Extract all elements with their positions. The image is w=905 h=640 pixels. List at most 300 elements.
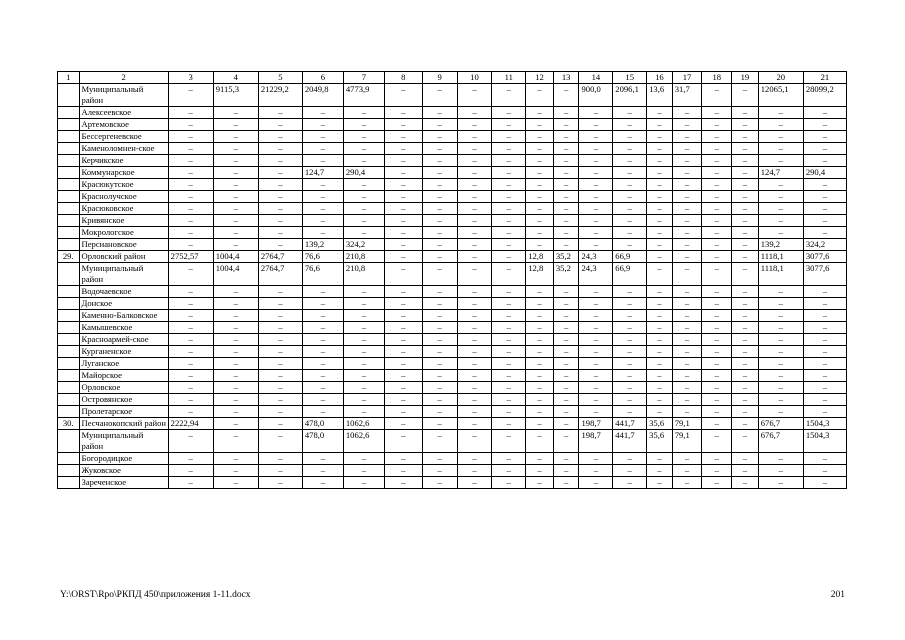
value-cell: – xyxy=(702,251,732,263)
value-cell: – xyxy=(492,191,526,203)
value-cell: – xyxy=(647,394,673,406)
value-cell: – xyxy=(302,322,343,334)
value-cell: – xyxy=(457,167,492,179)
value-cell: – xyxy=(579,453,613,465)
value-cell: – xyxy=(213,191,258,203)
value-cell: – xyxy=(803,107,846,119)
value-cell: – xyxy=(672,358,702,370)
settlement-name-cell: Жуковское xyxy=(79,465,168,477)
value-cell: – xyxy=(384,84,422,107)
value-cell: – xyxy=(758,465,803,477)
row-number-cell xyxy=(58,286,80,298)
value-cell: – xyxy=(302,227,343,239)
value-cell: – xyxy=(168,310,213,322)
value-cell: – xyxy=(258,394,302,406)
value-cell: – xyxy=(613,191,647,203)
table-row xyxy=(58,179,847,191)
value-cell: 79,1 xyxy=(672,430,702,453)
value-cell: – xyxy=(526,430,554,453)
value-cell: – xyxy=(302,179,343,191)
value-cell: – xyxy=(343,203,384,215)
value-cell: – xyxy=(343,286,384,298)
value-cell: – xyxy=(213,418,258,430)
value-cell: – xyxy=(384,453,422,465)
value-cell: – xyxy=(526,84,554,107)
value-cell: – xyxy=(647,119,673,131)
value-cell: – xyxy=(672,131,702,143)
value-cell: – xyxy=(672,346,702,358)
value-cell: – xyxy=(492,263,526,286)
value-cell: – xyxy=(702,239,732,251)
table-row xyxy=(58,382,847,394)
value-cell: – xyxy=(579,322,613,334)
value-cell: 79,1 xyxy=(672,418,702,430)
value-cell: 3077,6 xyxy=(803,263,846,286)
value-cell: – xyxy=(732,477,759,489)
value-cell: – xyxy=(457,239,492,251)
value-cell: – xyxy=(526,191,554,203)
value-cell: – xyxy=(803,215,846,227)
value-cell: – xyxy=(168,286,213,298)
value-cell: – xyxy=(579,310,613,322)
value-cell: – xyxy=(343,465,384,477)
value-cell: – xyxy=(526,155,554,167)
value-cell: – xyxy=(613,334,647,346)
value-cell: – xyxy=(526,203,554,215)
value-cell: – xyxy=(457,358,492,370)
value-cell: – xyxy=(213,322,258,334)
table-row xyxy=(58,107,847,119)
table-row xyxy=(58,370,847,382)
value-cell: – xyxy=(803,155,846,167)
value-cell: – xyxy=(213,453,258,465)
row-number-cell: 29. xyxy=(58,251,80,263)
table-row xyxy=(58,334,847,346)
value-cell: – xyxy=(647,406,673,418)
value-cell: – xyxy=(647,215,673,227)
value-cell: – xyxy=(702,430,732,453)
row-number-cell xyxy=(58,239,80,251)
value-cell: – xyxy=(492,406,526,418)
value-cell: – xyxy=(758,191,803,203)
value-cell: – xyxy=(803,382,846,394)
value-cell: 35,6 xyxy=(647,430,673,453)
value-cell: – xyxy=(343,179,384,191)
value-cell: – xyxy=(647,346,673,358)
row-number-cell xyxy=(58,167,80,179)
value-cell: – xyxy=(758,179,803,191)
value-cell: – xyxy=(302,334,343,346)
value-cell: 900,0 xyxy=(579,84,613,107)
value-cell: – xyxy=(526,131,554,143)
value-cell: – xyxy=(647,143,673,155)
value-cell: 1062,6 xyxy=(343,418,384,430)
value-cell: – xyxy=(672,251,702,263)
value-cell: – xyxy=(168,298,213,310)
table-row xyxy=(58,239,847,251)
value-cell: – xyxy=(553,167,579,179)
row-number-cell xyxy=(58,143,80,155)
value-cell: – xyxy=(647,298,673,310)
column-header: 7 xyxy=(343,72,384,84)
column-header: 10 xyxy=(457,72,492,84)
row-number-cell xyxy=(58,215,80,227)
settlement-name-cell: Муниципальный район xyxy=(79,263,168,286)
value-cell: – xyxy=(384,382,422,394)
value-cell: – xyxy=(672,334,702,346)
value-cell: – xyxy=(579,406,613,418)
value-cell: – xyxy=(213,203,258,215)
value-cell: – xyxy=(732,107,759,119)
value-cell: – xyxy=(457,418,492,430)
value-cell: – xyxy=(526,143,554,155)
value-cell: – xyxy=(213,358,258,370)
column-header: 6 xyxy=(302,72,343,84)
value-cell: – xyxy=(732,310,759,322)
settlement-name-cell: Курганенское xyxy=(79,346,168,358)
row-number-cell xyxy=(58,119,80,131)
value-cell: – xyxy=(672,263,702,286)
value-cell: – xyxy=(553,334,579,346)
value-cell: – xyxy=(302,298,343,310)
value-cell: – xyxy=(526,358,554,370)
value-cell: – xyxy=(213,346,258,358)
value-cell: – xyxy=(258,346,302,358)
value-cell: – xyxy=(702,84,732,107)
value-cell: – xyxy=(553,453,579,465)
value-cell: – xyxy=(457,203,492,215)
column-header: 13 xyxy=(553,72,579,84)
value-cell: – xyxy=(384,119,422,131)
value-cell: – xyxy=(647,477,673,489)
table-body xyxy=(58,84,847,489)
column-header: 1 xyxy=(58,72,80,84)
value-cell: – xyxy=(384,298,422,310)
value-cell: 13,6 xyxy=(647,84,673,107)
value-cell: – xyxy=(672,406,702,418)
value-cell: – xyxy=(343,215,384,227)
value-cell: – xyxy=(213,430,258,453)
row-number-cell xyxy=(58,430,80,453)
value-cell: – xyxy=(422,179,457,191)
column-header: 14 xyxy=(579,72,613,84)
value-cell: – xyxy=(647,358,673,370)
value-cell: – xyxy=(758,370,803,382)
column-header: 8 xyxy=(384,72,422,84)
value-cell: 2049,8 xyxy=(302,84,343,107)
value-cell: – xyxy=(803,131,846,143)
value-cell: – xyxy=(672,453,702,465)
value-cell: – xyxy=(168,346,213,358)
value-cell: – xyxy=(803,346,846,358)
settlement-name-cell: Краснолучское xyxy=(79,191,168,203)
value-cell: – xyxy=(422,143,457,155)
value-cell: – xyxy=(702,191,732,203)
settlement-name-cell: Красюковское xyxy=(79,203,168,215)
value-cell: – xyxy=(258,155,302,167)
value-cell: – xyxy=(168,119,213,131)
value-cell: – xyxy=(613,358,647,370)
settlement-name-cell: Водочаевское xyxy=(79,286,168,298)
value-cell: – xyxy=(702,179,732,191)
value-cell: – xyxy=(553,191,579,203)
value-cell: – xyxy=(702,418,732,430)
value-cell: – xyxy=(258,334,302,346)
value-cell: – xyxy=(302,477,343,489)
column-header: 20 xyxy=(758,72,803,84)
value-cell: – xyxy=(258,465,302,477)
value-cell: – xyxy=(672,167,702,179)
column-header: 2 xyxy=(79,72,168,84)
value-cell: – xyxy=(168,191,213,203)
value-cell: – xyxy=(422,418,457,430)
value-cell: – xyxy=(422,322,457,334)
value-cell: – xyxy=(579,477,613,489)
value-cell: – xyxy=(579,227,613,239)
value-cell: – xyxy=(526,382,554,394)
value-cell: 124,7 xyxy=(302,167,343,179)
column-header: 12 xyxy=(526,72,554,84)
value-cell: – xyxy=(553,119,579,131)
value-cell: – xyxy=(168,430,213,453)
value-cell: – xyxy=(647,239,673,251)
value-cell: – xyxy=(672,239,702,251)
value-cell: – xyxy=(579,286,613,298)
value-cell: – xyxy=(613,179,647,191)
value-cell: – xyxy=(732,191,759,203)
value-cell: – xyxy=(526,394,554,406)
value-cell: – xyxy=(457,477,492,489)
value-cell: – xyxy=(613,370,647,382)
value-cell: – xyxy=(422,107,457,119)
value-cell: – xyxy=(613,239,647,251)
value-cell: – xyxy=(672,215,702,227)
value-cell: – xyxy=(803,358,846,370)
value-cell: – xyxy=(457,263,492,286)
value-cell: – xyxy=(422,334,457,346)
value-cell: – xyxy=(672,179,702,191)
value-cell: – xyxy=(213,286,258,298)
value-cell: – xyxy=(579,119,613,131)
value-cell: – xyxy=(302,191,343,203)
table-row xyxy=(58,310,847,322)
value-cell: – xyxy=(457,107,492,119)
value-cell: – xyxy=(613,322,647,334)
value-cell: 66,9 xyxy=(613,251,647,263)
value-cell: – xyxy=(492,453,526,465)
settlement-name-cell: Каменоломнен-ское xyxy=(79,143,168,155)
settlement-name-cell: Островянское xyxy=(79,394,168,406)
value-cell: – xyxy=(422,477,457,489)
value-cell: – xyxy=(553,418,579,430)
value-cell: – xyxy=(647,286,673,298)
value-cell: – xyxy=(803,203,846,215)
value-cell: – xyxy=(457,406,492,418)
value-cell: – xyxy=(213,215,258,227)
value-cell: – xyxy=(579,346,613,358)
row-number-cell xyxy=(58,298,80,310)
value-cell: – xyxy=(613,298,647,310)
value-cell: – xyxy=(258,382,302,394)
value-cell: – xyxy=(702,107,732,119)
value-cell: – xyxy=(758,227,803,239)
value-cell: – xyxy=(384,406,422,418)
value-cell: – xyxy=(168,179,213,191)
value-cell: – xyxy=(702,131,732,143)
value-cell: – xyxy=(213,119,258,131)
value-cell: – xyxy=(758,155,803,167)
value-cell: – xyxy=(457,191,492,203)
value-cell: – xyxy=(553,203,579,215)
value-cell: 210,8 xyxy=(343,263,384,286)
value-cell: 35,2 xyxy=(553,263,579,286)
value-cell: – xyxy=(732,203,759,215)
value-cell: – xyxy=(526,310,554,322)
value-cell: – xyxy=(302,203,343,215)
value-cell: – xyxy=(343,346,384,358)
value-cell: – xyxy=(702,298,732,310)
settlement-name-cell: Каменно-Балковское xyxy=(79,310,168,322)
value-cell: – xyxy=(672,143,702,155)
value-cell: – xyxy=(613,477,647,489)
value-cell: – xyxy=(613,119,647,131)
value-cell: – xyxy=(613,382,647,394)
value-cell: – xyxy=(492,215,526,227)
value-cell: – xyxy=(803,406,846,418)
value-cell: – xyxy=(647,131,673,143)
value-cell: 9115,3 xyxy=(213,84,258,107)
value-cell: – xyxy=(384,107,422,119)
value-cell: – xyxy=(384,179,422,191)
value-cell: – xyxy=(168,107,213,119)
value-cell: – xyxy=(258,418,302,430)
value-cell: – xyxy=(613,310,647,322)
value-cell: – xyxy=(613,215,647,227)
value-cell: – xyxy=(553,155,579,167)
value-cell: – xyxy=(803,334,846,346)
value-cell: – xyxy=(168,263,213,286)
value-cell: – xyxy=(732,251,759,263)
value-cell: – xyxy=(613,286,647,298)
value-cell: – xyxy=(647,310,673,322)
value-cell: – xyxy=(343,334,384,346)
value-cell: – xyxy=(553,430,579,453)
value-cell: – xyxy=(732,406,759,418)
value-cell: – xyxy=(384,370,422,382)
row-number-cell xyxy=(58,406,80,418)
value-cell: – xyxy=(672,394,702,406)
value-cell: – xyxy=(422,453,457,465)
value-cell: – xyxy=(647,453,673,465)
value-cell: – xyxy=(384,430,422,453)
value-cell: – xyxy=(702,215,732,227)
value-cell: 2222,94 xyxy=(168,418,213,430)
table-row xyxy=(58,322,847,334)
value-cell: – xyxy=(526,298,554,310)
value-cell: – xyxy=(384,167,422,179)
value-cell: – xyxy=(553,465,579,477)
value-cell: – xyxy=(258,119,302,131)
value-cell: – xyxy=(672,107,702,119)
value-cell: 76,6 xyxy=(302,263,343,286)
value-cell: – xyxy=(258,179,302,191)
value-cell: – xyxy=(526,370,554,382)
table-header xyxy=(58,72,847,84)
value-cell: – xyxy=(384,239,422,251)
value-cell: – xyxy=(492,370,526,382)
value-cell: – xyxy=(258,167,302,179)
value-cell: – xyxy=(422,298,457,310)
value-cell: – xyxy=(168,477,213,489)
value-cell: – xyxy=(343,191,384,203)
value-cell: – xyxy=(457,251,492,263)
value-cell: 124,7 xyxy=(758,167,803,179)
value-cell: 2764,7 xyxy=(258,263,302,286)
value-cell: – xyxy=(579,131,613,143)
value-cell: – xyxy=(579,215,613,227)
value-cell: – xyxy=(422,465,457,477)
value-cell: – xyxy=(732,430,759,453)
value-cell: – xyxy=(422,84,457,107)
value-cell: – xyxy=(803,227,846,239)
value-cell: – xyxy=(647,370,673,382)
value-cell: – xyxy=(384,358,422,370)
value-cell: 35,6 xyxy=(647,418,673,430)
table-row xyxy=(58,131,847,143)
value-cell: – xyxy=(457,346,492,358)
value-cell: – xyxy=(492,394,526,406)
value-cell: – xyxy=(803,322,846,334)
value-cell: – xyxy=(579,191,613,203)
value-cell: – xyxy=(672,370,702,382)
value-cell: – xyxy=(422,155,457,167)
value-cell: – xyxy=(343,143,384,155)
value-cell: – xyxy=(258,143,302,155)
value-cell: – xyxy=(422,370,457,382)
value-cell: – xyxy=(579,358,613,370)
value-cell: – xyxy=(422,167,457,179)
settlement-name-cell: Богородицкое xyxy=(79,453,168,465)
settlement-name-cell: Донское xyxy=(79,298,168,310)
value-cell: – xyxy=(343,310,384,322)
value-cell: – xyxy=(732,155,759,167)
value-cell: – xyxy=(302,358,343,370)
value-cell: – xyxy=(258,239,302,251)
footer-file-path: Y:\ORST\Rpo\РКПД 450\приложения 1-11.docx xyxy=(60,590,251,600)
value-cell: – xyxy=(553,215,579,227)
value-cell: 210,8 xyxy=(343,251,384,263)
value-cell: – xyxy=(732,286,759,298)
column-header: 4 xyxy=(213,72,258,84)
value-cell: – xyxy=(672,191,702,203)
value-cell: – xyxy=(457,322,492,334)
value-cell: – xyxy=(553,239,579,251)
value-cell: – xyxy=(647,251,673,263)
value-cell: – xyxy=(803,298,846,310)
value-cell: – xyxy=(302,346,343,358)
value-cell: 12,8 xyxy=(526,263,554,286)
value-cell: – xyxy=(613,203,647,215)
value-cell: – xyxy=(526,406,554,418)
value-cell: – xyxy=(758,203,803,215)
value-cell: – xyxy=(258,430,302,453)
value-cell: – xyxy=(553,286,579,298)
value-cell: – xyxy=(258,286,302,298)
value-cell: – xyxy=(422,286,457,298)
column-header: 18 xyxy=(702,72,732,84)
table-row xyxy=(58,394,847,406)
value-cell: – xyxy=(384,263,422,286)
